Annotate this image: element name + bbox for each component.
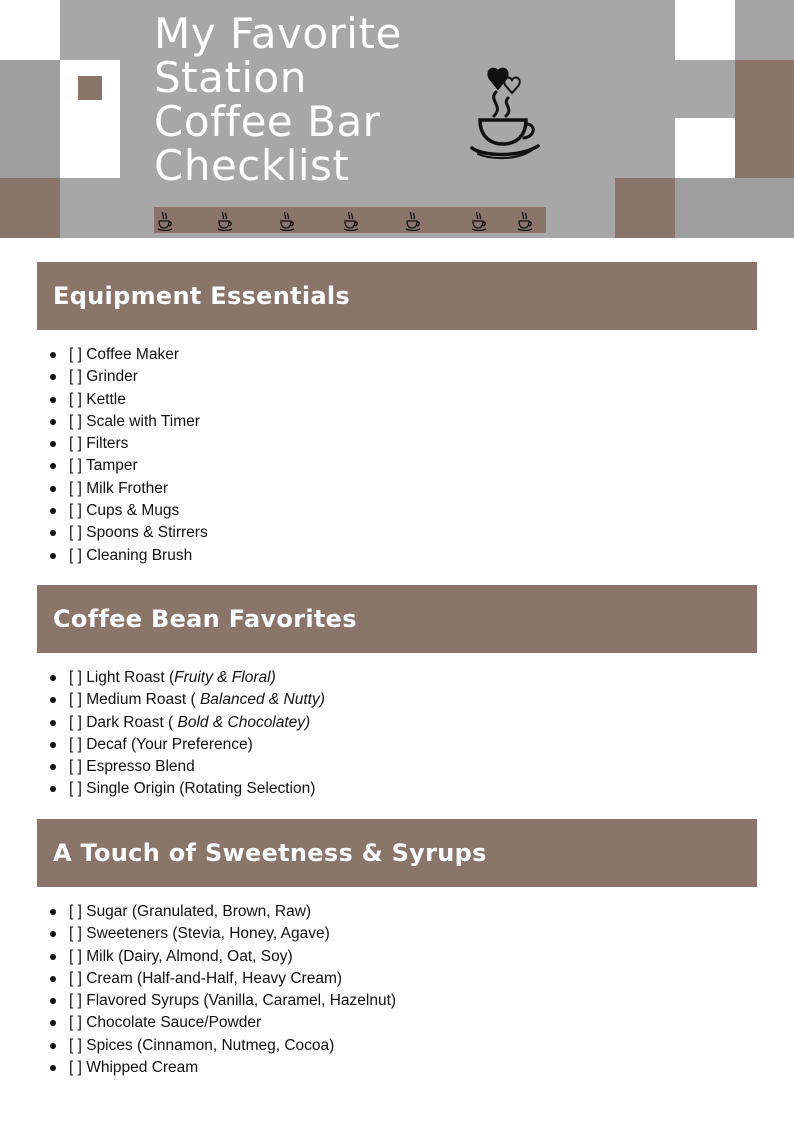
checklist-item: [ ] Single Origin (Rotating Selection): [47, 778, 325, 800]
checklist-item: [ ] Coffee Maker: [47, 344, 208, 366]
section-heading: A Touch of Sweetness & Syrups: [53, 839, 487, 867]
title-line: Station: [154, 53, 307, 102]
checklist-item: [ ] Cream (Half-and-Half, Heavy Cream): [47, 968, 396, 990]
coffee-cup-icon: [278, 209, 296, 231]
item-note: Bold & Chocolatey): [177, 713, 311, 731]
title-line: Coffee Bar: [154, 97, 381, 146]
decor-tile: [735, 0, 794, 60]
coffee-cup-icon: [342, 209, 360, 231]
checklist-item: [ ] Milk Frother: [47, 478, 208, 500]
checklist-item: [ ] Kettle: [47, 389, 208, 411]
checklist-item: [ ] Sugar (Granulated, Brown, Raw): [47, 901, 396, 923]
equipment-checklist: [47, 344, 208, 567]
decor-tile: [0, 60, 60, 178]
decor-tile: [0, 0, 60, 60]
checklist-item: [ ] Whipped Cream: [47, 1057, 396, 1079]
section-heading: Equipment Essentials: [53, 282, 350, 310]
item-note: Balanced & Nutty): [199, 691, 325, 709]
checklist-item: [ ] Chocolate Sauce/Powder: [47, 1012, 396, 1034]
checklist-item: [ ] Flavored Syrups (Vanilla, Caramel, Hazelnut): [47, 990, 396, 1012]
item-text: [ ] Dark Roast (: [69, 713, 178, 731]
decor-tile: [675, 0, 735, 60]
coffee-cup-icon: [216, 209, 234, 231]
coffee-cup-icon: [470, 209, 488, 231]
checklist-item: [ ] Filters: [47, 433, 208, 455]
checklist-item: [47, 689, 325, 711]
item-text: [ ] Medium Roast (: [69, 691, 200, 709]
checklist-item: [ ] Grinder: [47, 366, 208, 388]
decor-tile: [0, 178, 60, 238]
item-note: Fruity & Floral): [174, 669, 276, 686]
decor-tile: [78, 76, 102, 100]
section-header-sweetness: [37, 819, 757, 887]
page-title: [154, 9, 402, 190]
decor-tile: [615, 178, 675, 238]
decor-tile: [735, 60, 794, 178]
coffee-cup-icon: [404, 209, 422, 231]
checklist-item: [ ] Tamper: [47, 455, 208, 477]
icon-strip: [154, 207, 546, 233]
checklist-item: [ ] Scale with Timer: [47, 411, 208, 433]
checklist-item: [ ] Spices (Cinnamon, Nutmeg, Cocoa): [47, 1035, 396, 1057]
item-text: [ ] Light Roast (: [69, 669, 175, 686]
checklist-item: [ ] Spoons & Stirrers: [47, 522, 208, 544]
checklist-item: [47, 667, 325, 689]
checklist-item: [ ] Decaf (Your Preference): [47, 734, 325, 756]
header-banner: [0, 0, 794, 238]
decor-tile: [675, 118, 735, 178]
decor-tile: [675, 178, 794, 238]
section-header-coffee-beans: [37, 585, 757, 653]
checklist-item: [ ] Espresso Blend: [47, 756, 325, 778]
coffee-cup-icon: [516, 209, 534, 231]
checklist-item: [ ] Cleaning Brush: [47, 545, 208, 567]
checklist-item: [ ] Cups & Mugs: [47, 500, 208, 522]
coffee-cup-icon: [156, 209, 174, 231]
section-header-equipment: [37, 262, 757, 330]
coffee-bean-checklist: [47, 667, 325, 801]
section-heading: Coffee Bean Favorites: [53, 605, 357, 633]
title-line: My Favorite: [154, 9, 402, 58]
title-line: Checklist: [154, 141, 350, 190]
checklist-item: [47, 712, 325, 734]
coffee-cup-hearts-icon: [468, 62, 542, 164]
sweetness-checklist: [47, 901, 396, 1079]
checklist-item: [ ] Sweeteners (Stevia, Honey, Agave): [47, 923, 396, 945]
checklist-item: [ ] Milk (Dairy, Almond, Oat, Soy): [47, 946, 396, 968]
